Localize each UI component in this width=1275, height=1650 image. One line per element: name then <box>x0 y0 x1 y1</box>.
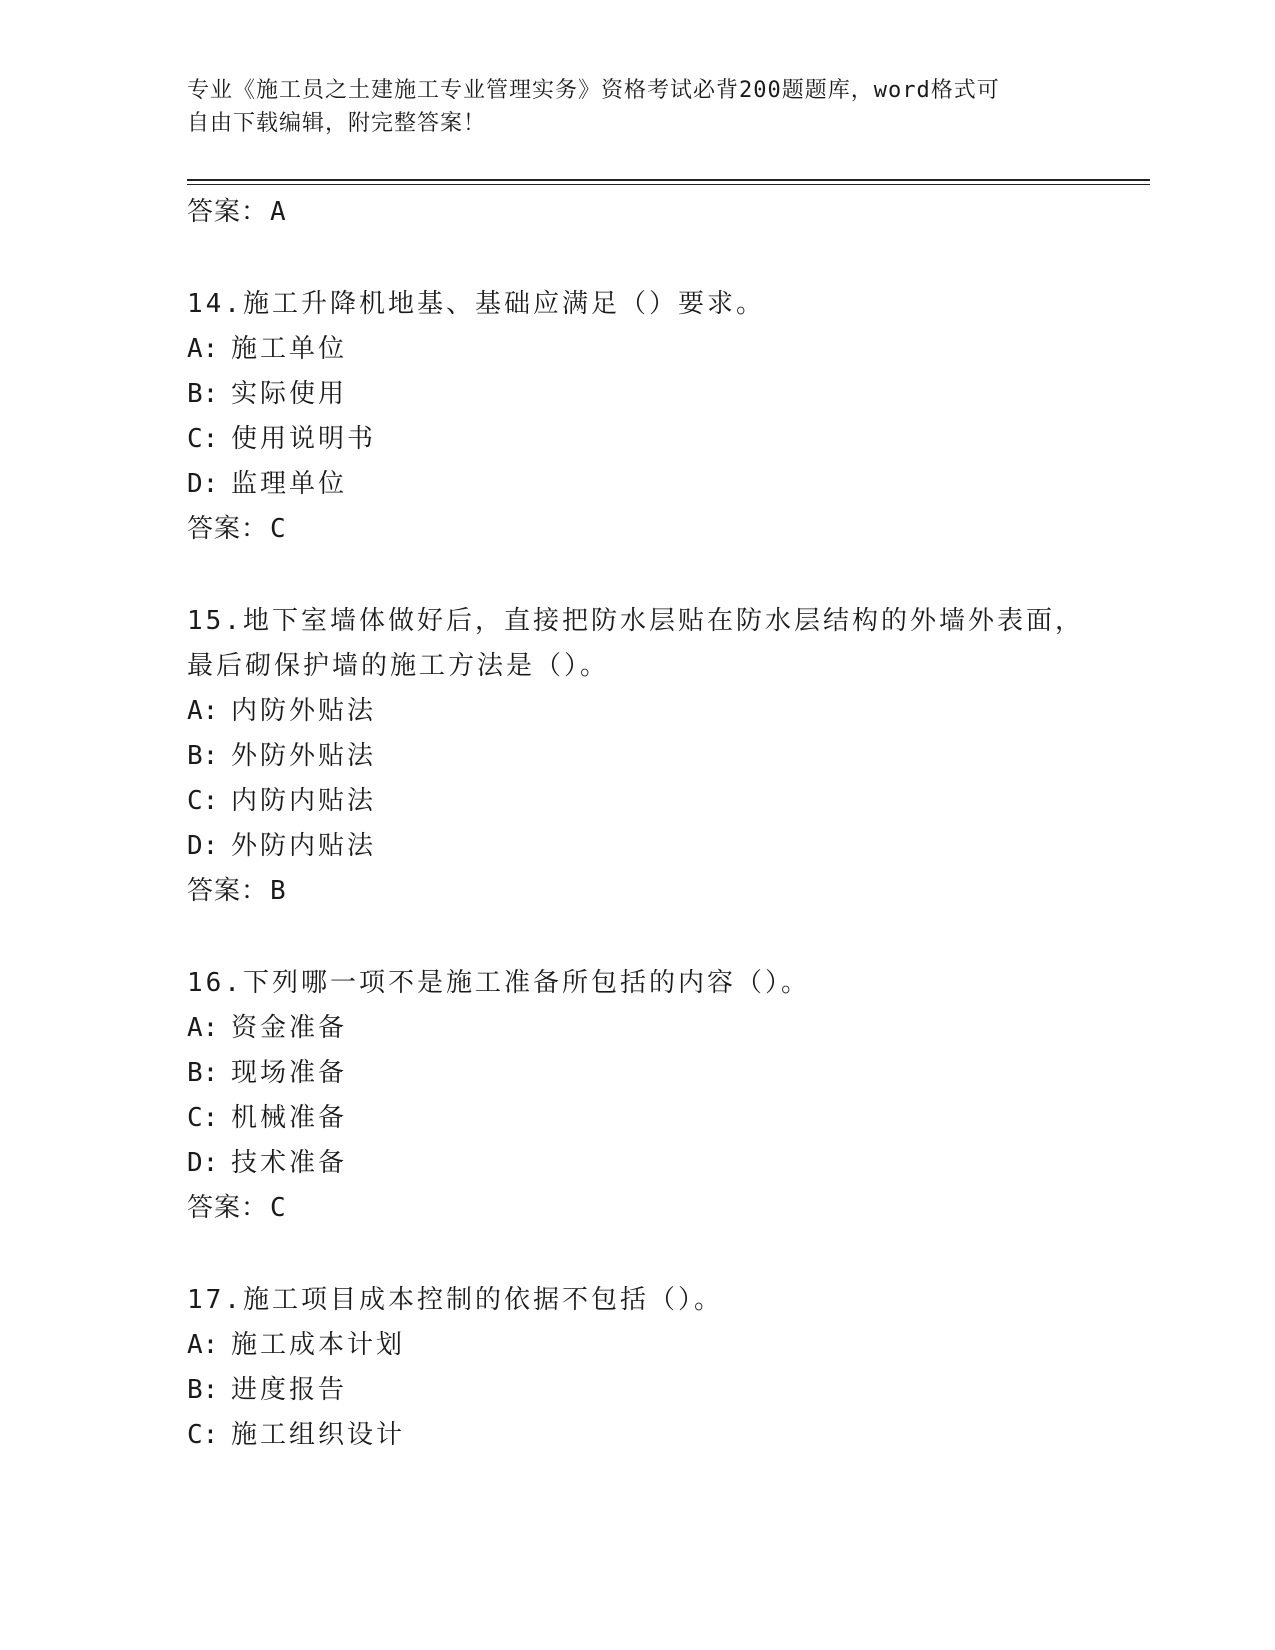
option-c <box>187 1413 1087 1458</box>
option-letter: C: <box>187 1103 219 1133</box>
question-list <box>187 190 1087 1458</box>
option-c <box>187 417 1087 462</box>
question-text: 16.下列哪一项不是施工准备所包括的内容（）。 <box>187 968 810 998</box>
option-letter: D: <box>187 469 219 499</box>
option-letter: D: <box>187 831 219 861</box>
spacer <box>187 235 1087 282</box>
option-letter: C: <box>187 786 219 816</box>
option-text: 实际使用 <box>231 379 348 409</box>
option-a <box>187 1006 1087 1051</box>
spacer <box>187 914 1087 961</box>
option-letter: A: <box>187 334 219 364</box>
answer-line <box>187 507 1087 552</box>
option-text: 内防内贴法 <box>231 786 377 816</box>
option-text: 内防外贴法 <box>231 696 377 726</box>
option-letter: C: <box>187 1420 219 1450</box>
option-text: 技术准备 <box>231 1148 348 1178</box>
option-text: 进度报告 <box>231 1375 348 1405</box>
option-letter: B: <box>187 741 219 771</box>
option-b <box>187 1051 1087 1096</box>
option-text: 外防内贴法 <box>231 831 377 861</box>
option-text: 施工单位 <box>231 334 348 364</box>
option-text: 机械准备 <box>231 1103 348 1133</box>
option-text: 施工组织设计 <box>231 1420 406 1450</box>
option-d <box>187 1141 1087 1186</box>
option-text: 监理单位 <box>231 469 348 499</box>
question-block-16 <box>187 961 1087 1231</box>
answer-value: C <box>270 1193 287 1223</box>
answer-line <box>187 1186 1087 1231</box>
option-letter: B: <box>187 1058 219 1088</box>
header-divider <box>187 179 1150 185</box>
question-block-17 <box>187 1278 1087 1458</box>
answer-label: 答案： <box>187 876 269 906</box>
page-header <box>187 74 1077 140</box>
question-block-14 <box>187 282 1087 552</box>
answer-value: A <box>270 197 287 227</box>
option-letter: C: <box>187 424 219 454</box>
option-letter: A: <box>187 696 219 726</box>
header-title-line-1: 专业《施工员之土建施工专业管理实务》资格考试必背200题题库，word格式可 <box>187 78 1000 103</box>
question-text-continued: 最后砌保护墙的施工方法是（）。 <box>187 651 610 681</box>
option-letter: D: <box>187 1148 219 1178</box>
question-block-15 <box>187 599 1087 914</box>
option-d <box>187 462 1087 507</box>
option-a <box>187 689 1087 734</box>
option-letter: A: <box>187 1013 219 1043</box>
option-text: 施工成本计划 <box>231 1330 406 1360</box>
answer-label: 答案： <box>187 197 269 227</box>
option-b <box>187 1368 1087 1413</box>
answer-value: C <box>270 514 287 544</box>
answer-line <box>187 869 1087 914</box>
option-text: 使用说明书 <box>231 424 377 454</box>
option-b <box>187 372 1087 417</box>
spacer <box>187 1231 1087 1278</box>
question-text: 17.施工项目成本控制的依据不包括（）。 <box>187 1285 723 1315</box>
option-a <box>187 1323 1087 1368</box>
question-text: 15.地下室墙体做好后，直接把防水层贴在防水层结构的外墙外表面， <box>187 606 1084 636</box>
option-d <box>187 824 1087 869</box>
option-a <box>187 327 1087 372</box>
answer-label: 答案： <box>187 1193 269 1223</box>
option-b <box>187 734 1087 779</box>
option-text: 资金准备 <box>231 1013 348 1043</box>
option-c <box>187 779 1087 824</box>
option-letter: A: <box>187 1330 219 1360</box>
question-text: 14.施工升降机地基、基础应满足（）要求。 <box>187 289 765 319</box>
option-letter: B: <box>187 1375 219 1405</box>
header-title-line-2: 自由下载编辑，附完整答案！ <box>187 111 487 136</box>
option-text: 现场准备 <box>231 1058 348 1088</box>
option-c <box>187 1096 1087 1141</box>
answer-line <box>187 190 1087 235</box>
option-letter: B: <box>187 379 219 409</box>
answer-label: 答案： <box>187 514 269 544</box>
spacer <box>187 552 1087 599</box>
answer-value: B <box>270 876 287 906</box>
option-text: 外防外贴法 <box>231 741 377 771</box>
